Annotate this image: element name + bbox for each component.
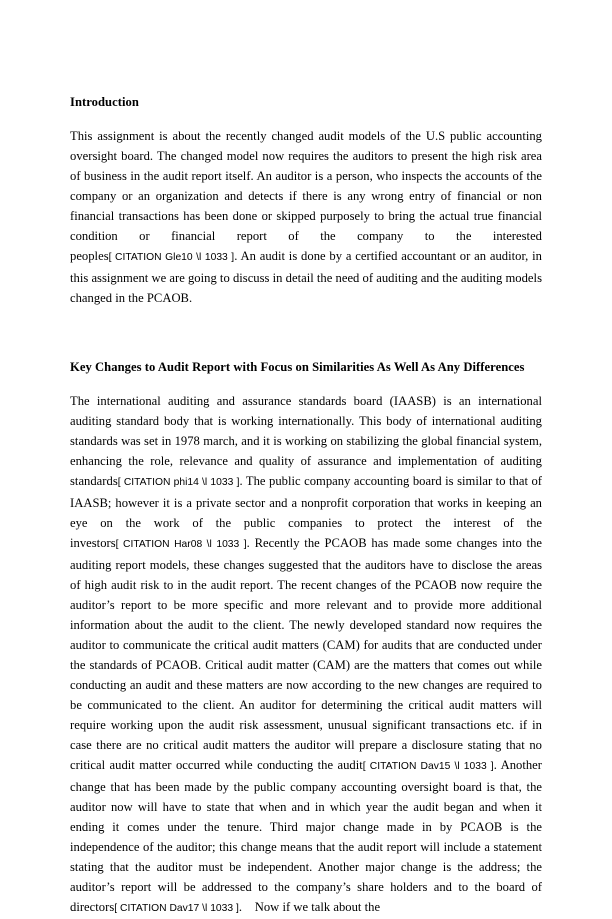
citation-har08: [ CITATION Har08 \l 1033 ] (115, 539, 247, 550)
paragraph-introduction-run-0: This assignment is about the recently changed audit models of the U.S public accounting oversight board. The changed model now requires the auditors to present the high risk area of business in the audit report itself. An auditor is a person, who inspects the accounts of the company or an organization and detects if there is any wrong entry of financial or non financial transactions has been done or skipped purposely to bring the actual true financial condition or financial report of the company to the interested peoples (70, 129, 542, 263)
paragraph-key-changes (70, 391, 542, 919)
paragraph-key-changes-run-6: . Another change that has been made by the public company accounting oversight board is that, the auditor now will have to state that when and in which year the audit began and when it ending it comes under the tenure. Third major change made in by PCAOB is the independence of the auditor; this change means that the audit report will include a statement stating that the auditor must be independent. Another major change is the address; the auditor’s report will be addressed to the company’s share holders and to the board of directors (70, 758, 542, 914)
citation-dav17: [ CITATION Dav17 \l 1033 ] (114, 903, 239, 914)
paragraph-introduction-run-2: . An audit is done by a certified accountant or an auditor, in this assignment we are going to discuss in detail the need of auditing and the auditing models changed in the PCAOB. (70, 249, 542, 305)
spacer-between-sections (70, 308, 542, 357)
document-body (70, 92, 542, 919)
paragraph-key-changes-run-2: . The public company accounting board is similar to that of IAASB; however it is a private sector and a nonprofit corporation that works in keeping an eye on the work of the public companies to protect the interest of the investors (70, 474, 543, 550)
heading-introduction: Introduction (70, 95, 139, 109)
citation-phi14: [ CITATION phi14 \l 1033 ] (117, 477, 240, 488)
paragraph-introduction (70, 126, 542, 308)
spacer-after-key-changes-heading (70, 377, 542, 391)
spacer-after-introduction-heading (70, 112, 542, 126)
paragraph-key-changes-run-0: The international auditing and assurance standards board (IAASB) is an international auditing standard body that is working internationally. This body of international auditing standards was set in 1978 march, and it is working on stabilizing the global financial system, enhancing the role, relevance and quality of assurance and implementation of auditing standards (70, 394, 542, 488)
heading-key-changes: Key Changes to Audit Report with Focus on Similarities As Well As Any Differences (70, 360, 525, 374)
paragraph-key-changes-run-8: . Now if we talk about the (238, 900, 381, 914)
citation-dav15: [ CITATION Dav15 \l 1033 ] (362, 761, 494, 772)
paragraph-key-changes-run-4: . Recently the PCAOB has made some changes into the auditing report models, these changes suggested that the auditors have to disclose the areas of high audit risk to in the audit report. The recent changes of the PCAOB now require the auditor’s report to be more specific and more relevant and to provide more additional information about the audit to the client. The newly developed standard now requires the auditor to communicate the critical audit matters (CAM) for audits that are conducted under the standards of PCAOB. Critical audit matter (CAM) are the matters that comes out while conducting an audit and these matters are now according to the new changes are required to be communicated to the client. An auditor for determining the critical audit matters will require working upon the audit risk assessment, unusual significant transactions etc. if in case there are no critical audit matters the auditor will prepare a disclosure stating that no critical audit matter occurred while conducting the audit (70, 536, 542, 772)
citation-gle10: [ CITATION Gle10 \l 1033 ] (108, 252, 235, 263)
